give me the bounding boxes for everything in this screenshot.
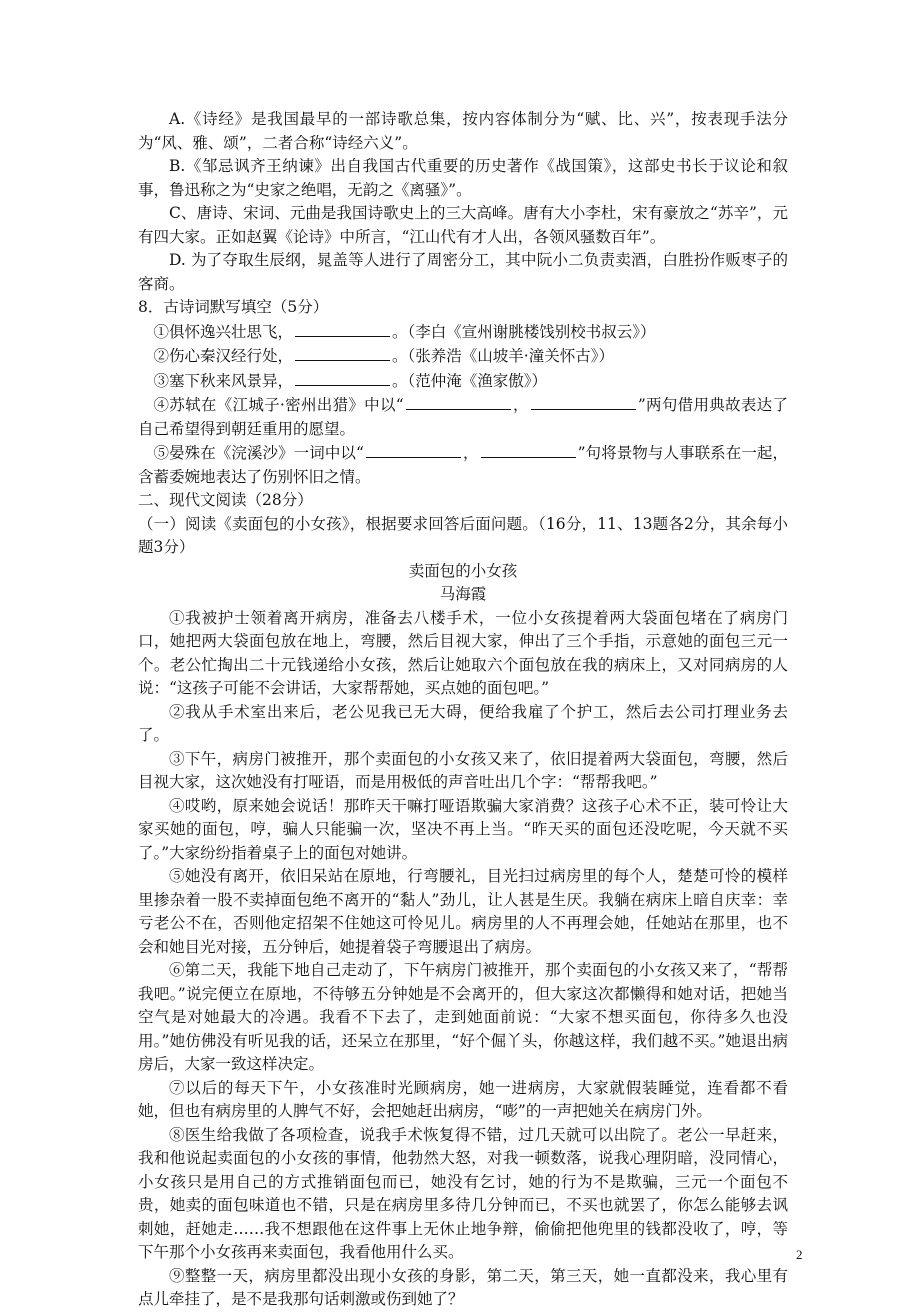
option-b: B.《邹忌讽齐王纳谏》出自我国古代重要的历史著作《战国策》，这部史书长于议论和叙事，鲁迅称之为“史家之绝唱，无韵之《离骚》”。	[138, 157, 788, 199]
article-paragraph: ⑨整整一天，病房里都没出现小女孩的身影，第二天，第三天，她一直都没来，我心里有点儿牵挂了，是不是我那句话刺激或伤到她了？	[138, 1266, 788, 1308]
q8-item-2	[138, 344, 788, 369]
q8-item-5	[138, 441, 788, 489]
fill-blank[interactable]	[481, 441, 576, 458]
q8-item-3-post: 。（范仲淹《渔家傲》）	[392, 371, 548, 390]
fill-blank[interactable]	[295, 344, 390, 361]
document-page	[138, 108, 788, 1312]
article-paragraph: ⑥第二天，我能下地自己走动了，下午病房门被推开，那个卖面包的小女孩又来了，“帮帮我吧。”说完便立在原地，不待够五分钟她是不会离开的，但大家这次都懒得和她对话，把她当空气是对她最大的冷遇。我看不下去了，走到她面前说：“大家不想买面包，你待多久也没用。”她仿佛没有听见我的话，还呆立在那里，“好个倔丫头，你越这样，我们越不买。”她退出病房后，大家一致这样决定。	[138, 961, 788, 1073]
q8-item-2-post: 。（张养浩《山坡羊·潼关怀古》）	[392, 347, 614, 365]
q8-item-4-pre: ④苏轼在《江城子·密州出猎》中以“	[153, 396, 404, 414]
fill-blank[interactable]	[406, 393, 511, 410]
article-paragraph: ①我被护士领着离开病房，准备去八楼手术，一位小女孩提着两大袋面包堵在了病房门口，她把两大袋面包放在地上，弯腰，然后目视大家，伸出了三个手指，示意她的面包三元一个。老公忙掏出二十元钱递给小女孩，然后让她取六个面包放在我的病床上，又对同病房的人说：“这孩子可能不会讲话，大家帮帮她，买点她的面包吧。”	[138, 608, 788, 697]
article-paragraph: ③下午，病房门被推开，那个卖面包的小女孩又来了，依旧提着两大袋面包，弯腰，然后目视大家，这次她没有打哑语，而是用极低的声音吐出几个字：“帮帮我吧。”	[138, 749, 788, 791]
reading-instructions: （一）阅读《卖面包的小女孩》，根据要求回答后面问题。（16分，11、13题各2分，其余每小题3分）	[138, 514, 788, 556]
option-c: C、唐诗、宋词、元曲是我国诗歌史上的三大高峰。唐有大小李杜，宋有豪放之“苏辛”，元有四大家。正如赵翼《论诗》中所言，“江山代有才人出，各领风骚数百年”。	[138, 204, 788, 246]
article-paragraph: ⑤她没有离开，依旧呆站在原地，行弯腰礼，目光扫过病房里的每个人，楚楚可怜的模样里掺杂着一股不卖掉面包绝不离开的“黏人”劲儿，让人甚是生厌。我躺在病床上暗自庆幸：幸亏老公不在，否则他定招架不住她这可怜见儿。病房里的人不再理会她，任她站在那里，也不会和她目光对接，五分钟后，她提着袋子弯腰退出了病房。	[138, 867, 788, 956]
q8-item-1-post: 。（李白《宣州谢朓楼饯别校书叔云》）	[392, 322, 656, 341]
fill-blank[interactable]	[366, 441, 461, 458]
q8-item-4-post: ”两句借用典故表达了自己希望得到朝廷重用的愿望。	[138, 396, 788, 438]
article-author: 马海霞	[439, 585, 487, 603]
option-a: A.《诗经》是我国最早的一部诗歌总集，按内容体制分为“赋、比、兴”，按表现手法分为“风、雅、颂”，二者合称“诗经六义”。	[138, 110, 788, 152]
fill-blank[interactable]	[295, 369, 390, 386]
q8-item-5-pre: ⑤晏殊在《浣溪沙》一词中以“	[153, 444, 364, 462]
article-paragraph: ⑦以后的每天下午，小女孩准时光顾病房，她一进病房，大家就假装睡觉，连看都不看她，但也有病房里的人脾气不好，会把她赶出病房，“嘭”的一声把她关在病房门外。	[138, 1078, 788, 1120]
article-paragraph: ④哎哟，原来她会说话！那昨天干嘛打哑语欺骗大家消费？这孩子心术不正，装可怜让大家买她的面包，哼，骗人只能骗一次，坚决不再上当。“昨天买的面包还没吃呢，今天就不买了。”大家纷纷指着桌子上的面包对她讲。	[138, 796, 788, 862]
q8-item-3	[138, 369, 788, 394]
q8-item-4-mid: ，	[512, 396, 529, 414]
fill-blank[interactable]	[531, 393, 636, 410]
option-d: D. 为了夺取生辰纲，晁盖等人进行了周密分工，其中阮小二负责卖酒，白胜扮作贩枣子的客商。	[138, 251, 788, 293]
q8-item-4	[138, 393, 788, 441]
q8-item-5-mid: ，	[462, 444, 479, 462]
q8-item-2-pre: ②伤心秦汉经行处，	[153, 347, 294, 365]
q8-item-5-post: ”句将景物与人事联系在一起，含蓄委婉地表达了伤别怀旧之情。	[138, 444, 788, 486]
page-number: 2	[796, 1247, 803, 1262]
fill-blank[interactable]	[295, 320, 390, 337]
section-2-heading: 二、现代文阅读（28分）	[138, 491, 313, 509]
q8-item-1-pre: ①俱怀逸兴壮思飞，	[153, 322, 294, 341]
q8-item-1	[138, 320, 788, 345]
article-paragraph: ⑧医生给我做了各项检查，说我手术恢复得不错，过几天就可以出院了。老公一早赶来，我和他说起卖面包的小女孩的事情，他勃然大怒，对我一顿数落，说我心理阴暗，没同情心，小女孩只是用自己的方式推销面包而已，她没有乞讨，她的行为不是欺骗，三元一个面包不贵，她卖的面包味道也不错，只是在病房里多待几分钟而已，不买也就罢了，你怎么能够去讽刺她，赶她走……我不想跟他在这件事上无休止地争辩，偷偷把他兜里的钱都没收了，哼，等下午那个小女孩再来卖面包，我看他用什么买。	[138, 1125, 788, 1261]
article-title: 卖面包的小女孩	[408, 561, 518, 580]
question-8-heading: 8．古诗词默写填空（5分）	[138, 298, 329, 316]
article-paragraph: ②我从手术室出来后，老公见我已无大碍，便给我雇了个护工，然后去公司打理业务去了。	[138, 702, 788, 744]
q8-item-3-pre: ③塞下秋来风景异，	[153, 371, 294, 390]
